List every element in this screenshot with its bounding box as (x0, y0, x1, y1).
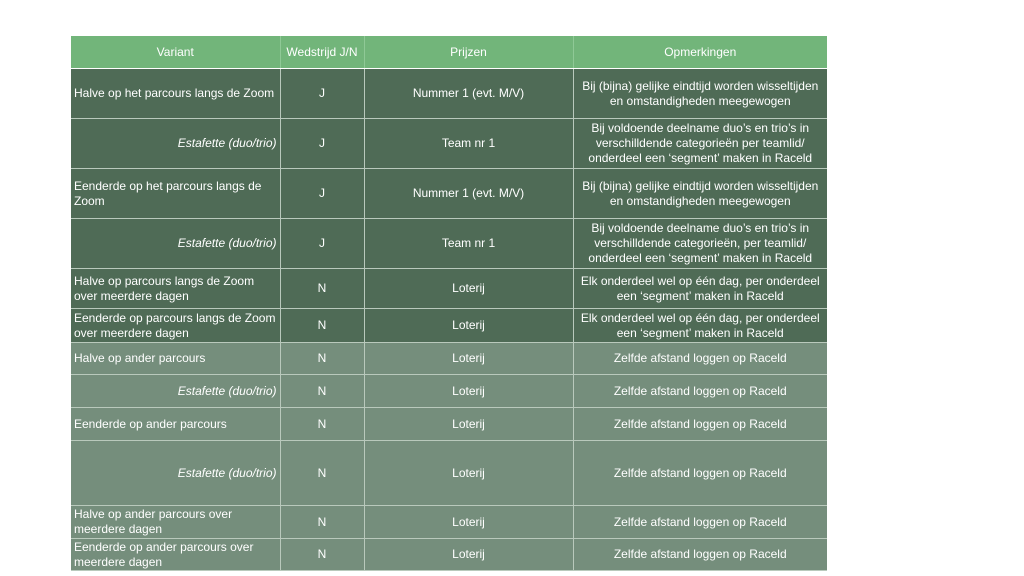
cell-prijzen: Team nr 1 (364, 219, 573, 269)
cell-wedstrijd: N (280, 269, 364, 309)
cell-wedstrijd: N (280, 408, 364, 441)
cell-prijzen: Loterij (364, 375, 573, 408)
cell-wedstrijd: N (280, 506, 364, 539)
cell-prijzen: Loterij (364, 343, 573, 375)
cell-opmerkingen: Zelfde afstand loggen op Raceld (573, 441, 827, 506)
cell-opmerkingen: Elk onderdeel wel op één dag, per onderdeel een ‘segment’ maken in Raceld (573, 269, 827, 309)
cell-wedstrijd: J (280, 219, 364, 269)
cell-opmerkingen: Bij voldoende deelname duo’s en trio’s in verschilldende categorieën per teamlid/ onderdeel een ‘segment’ maken in Raceld (573, 119, 827, 169)
table-row (71, 309, 827, 343)
cell-variant: Halve op parcours langs de Zoom over meerdere dagen (71, 269, 280, 309)
table-row (71, 219, 827, 269)
cell-variant: Halve op ander parcours over meerdere dagen (71, 506, 280, 539)
cell-prijzen: Team nr 1 (364, 119, 573, 169)
cell-opmerkingen: Zelfde afstand loggen op Raceld (573, 539, 827, 571)
race-variants-table (71, 36, 827, 571)
table-header-row (71, 36, 827, 69)
cell-prijzen: Nummer 1 (evt. M/V) (364, 169, 573, 219)
table-row (71, 69, 827, 119)
cell-opmerkingen: Bij (bijna) gelijke eindtijd worden wisseltijden en omstandigheden meegewogen (573, 169, 827, 219)
cell-variant: Estafette (duo/trio) (71, 119, 280, 169)
header-variant: Variant (71, 36, 280, 69)
cell-variant: Eenderde op het parcours langs de Zoom (71, 169, 280, 219)
cell-prijzen: Loterij (364, 506, 573, 539)
cell-prijzen: Loterij (364, 441, 573, 506)
cell-wedstrijd: N (280, 441, 364, 506)
table-row (71, 539, 827, 571)
table-row (71, 269, 827, 309)
table-row (71, 343, 827, 375)
cell-prijzen: Nummer 1 (evt. M/V) (364, 69, 573, 119)
table-row (71, 119, 827, 169)
table-row (71, 375, 827, 408)
cell-variant: Halve op ander parcours (71, 343, 280, 375)
cell-prijzen: Loterij (364, 269, 573, 309)
cell-opmerkingen: Zelfde afstand loggen op Raceld (573, 408, 827, 441)
cell-wedstrijd: N (280, 375, 364, 408)
cell-opmerkingen: Zelfde afstand loggen op Raceld (573, 506, 827, 539)
cell-variant: Estafette (duo/trio) (71, 219, 280, 269)
cell-prijzen: Loterij (364, 408, 573, 441)
cell-wedstrijd: J (280, 169, 364, 219)
cell-wedstrijd: N (280, 309, 364, 343)
header-opmerkingen: Opmerkingen (573, 36, 827, 69)
cell-variant: Eenderde op parcours langs de Zoom over meerdere dagen (71, 309, 280, 343)
header-wedstrijd: Wedstrijd J/N (280, 36, 364, 69)
cell-opmerkingen: Zelfde afstand loggen op Raceld (573, 375, 827, 408)
cell-prijzen: Loterij (364, 309, 573, 343)
cell-variant: Eenderde op ander parcours over meerdere dagen (71, 539, 280, 571)
table-row (71, 408, 827, 441)
cell-variant: Eenderde op ander parcours (71, 408, 280, 441)
cell-variant: Estafette (duo/trio) (71, 375, 280, 408)
cell-opmerkingen: Bij voldoende deelname duo’s en trio’s in verschilldende categorieën, per teamlid/ onderdeel een ‘segment’ maken in Raceld (573, 219, 827, 269)
table-row (71, 169, 827, 219)
cell-wedstrijd: N (280, 343, 364, 375)
cell-wedstrijd: N (280, 539, 364, 571)
header-prijzen: Prijzen (364, 36, 573, 69)
table-row (71, 506, 827, 539)
cell-prijzen: Loterij (364, 539, 573, 571)
table-row (71, 441, 827, 506)
cell-variant: Halve op het parcours langs de Zoom (71, 69, 280, 119)
cell-opmerkingen: Bij (bijna) gelijke eindtijd worden wisseltijden en omstandigheden meegewogen (573, 69, 827, 119)
cell-variant: Estafette (duo/trio) (71, 441, 280, 506)
cell-opmerkingen: Elk onderdeel wel op één dag, per onderdeel een ‘segment’ maken in Raceld (573, 309, 827, 343)
cell-wedstrijd: J (280, 69, 364, 119)
cell-opmerkingen: Zelfde afstand loggen op Raceld (573, 343, 827, 375)
cell-wedstrijd: J (280, 119, 364, 169)
